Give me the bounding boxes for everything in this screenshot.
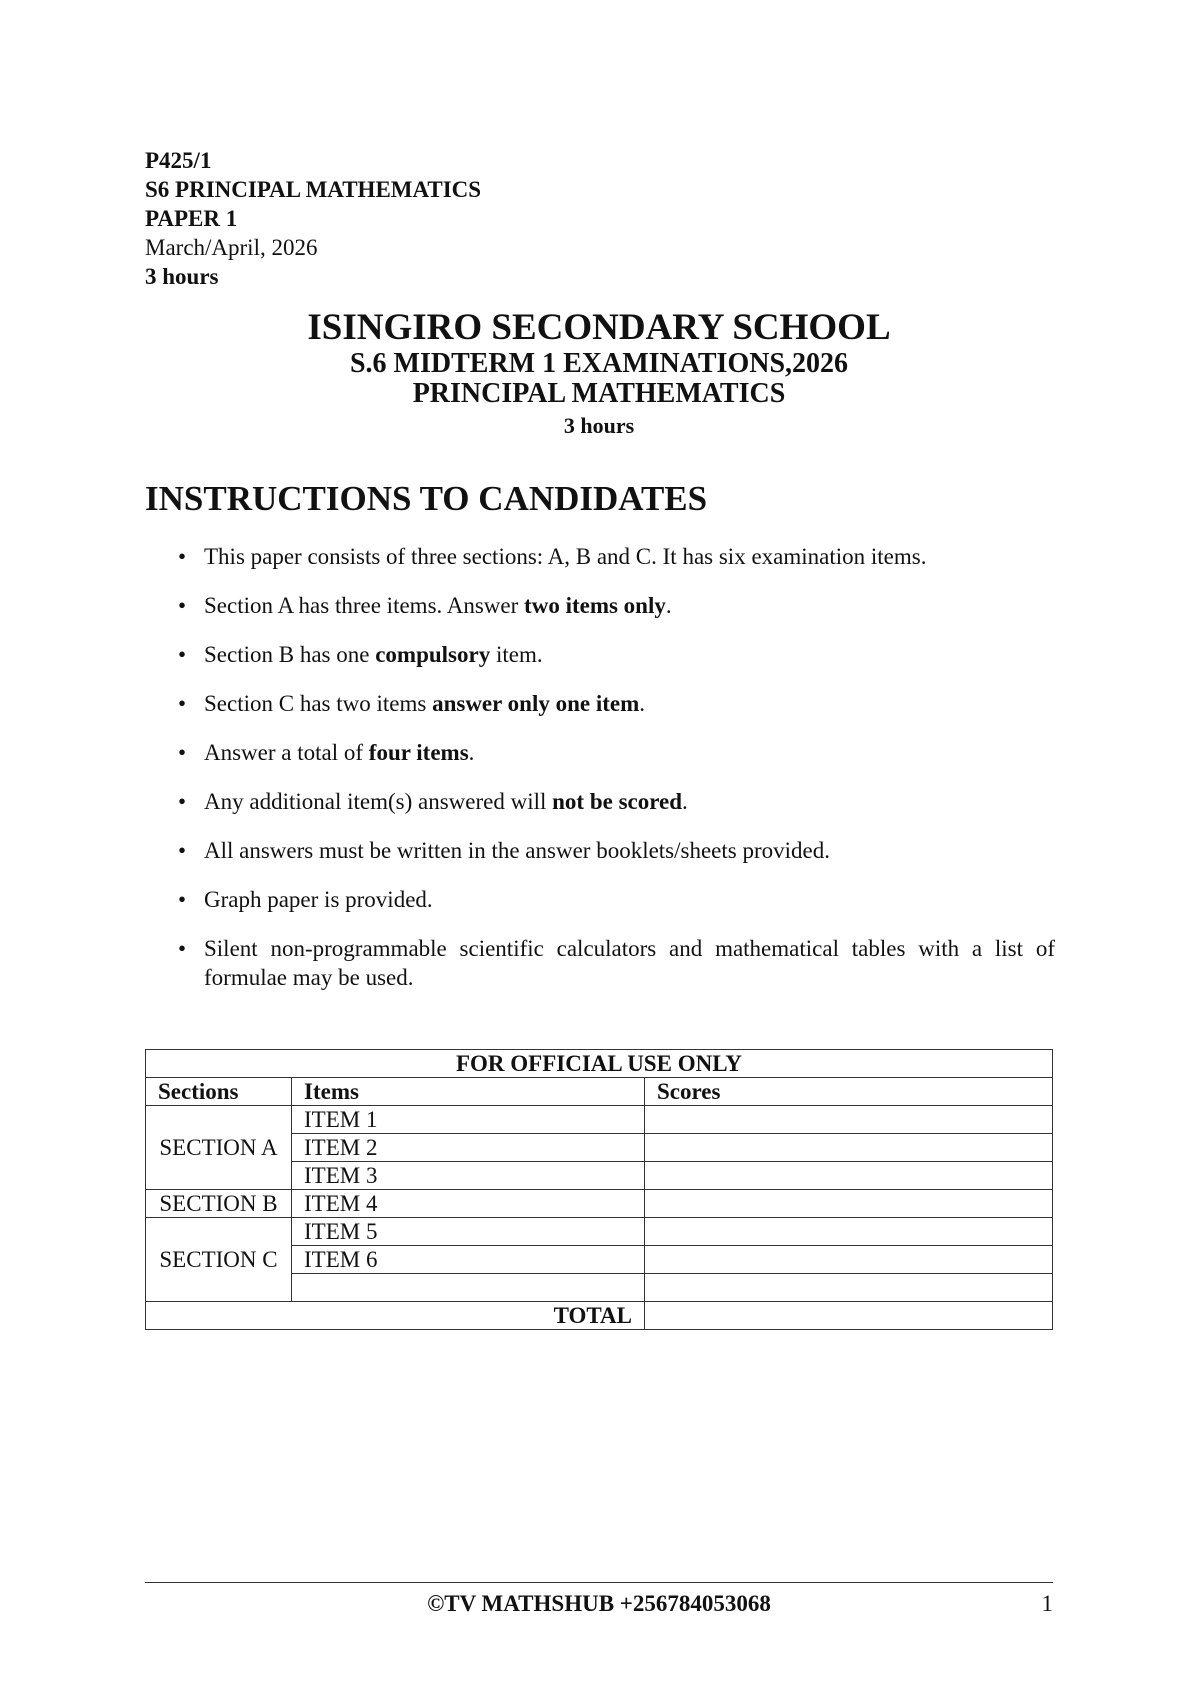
exam-title: S.6 MIDTERM 1 EXAMINATIONS,2026 bbox=[349, 348, 849, 379]
item-cell: ITEM 1 bbox=[292, 1106, 645, 1134]
header-scores: Scores bbox=[645, 1078, 1053, 1106]
instruction-item: • All answers must be written in the answer booklets/sheets provided. bbox=[178, 838, 830, 863]
score-cell[interactable] bbox=[645, 1190, 1053, 1218]
paper-number: PAPER 1 bbox=[145, 206, 238, 231]
bullet-icon: • bbox=[178, 691, 187, 716]
footer-divider bbox=[145, 1582, 1053, 1583]
instruction-item: • Section C has two items answer only one item. bbox=[178, 691, 646, 716]
bullet-icon: • bbox=[178, 838, 187, 863]
item-cell: ITEM 4 bbox=[292, 1190, 645, 1218]
instructions-list bbox=[175, 542, 1055, 1012]
bullet-icon: • bbox=[178, 642, 187, 667]
table-title: FOR OFFICIAL USE ONLY bbox=[146, 1050, 1053, 1078]
page-footer bbox=[145, 1591, 1053, 1617]
table-total-row bbox=[146, 1302, 1053, 1330]
item-cell bbox=[292, 1274, 645, 1302]
score-cell[interactable] bbox=[645, 1162, 1053, 1190]
school-heading bbox=[145, 307, 1053, 443]
table-row bbox=[146, 1218, 1053, 1246]
paper-date: March/April, 2026 bbox=[145, 235, 318, 260]
instruction-item: • Silent non-programmable scientific calculators and mathematical tables with a list of formulae may be used. bbox=[178, 936, 1055, 990]
footer-credit: ©TV MATHSHUB +256784053068 bbox=[427, 1591, 771, 1616]
exam-subject: PRINCIPAL MATHEMATICS bbox=[412, 378, 786, 409]
header-items: Items bbox=[292, 1078, 645, 1106]
item-cell: ITEM 3 bbox=[292, 1162, 645, 1190]
paper-code: P425/1 bbox=[145, 148, 212, 173]
bullet-icon: • bbox=[178, 936, 187, 961]
instruction-item: • Section A has three items. Answer two items only. bbox=[178, 593, 672, 618]
bullet-icon: • bbox=[178, 740, 187, 765]
bullet-icon: • bbox=[178, 544, 187, 569]
paper-meta bbox=[145, 146, 481, 291]
table-header-row bbox=[146, 1078, 1053, 1106]
official-use-table bbox=[145, 1049, 1053, 1330]
score-cell[interactable] bbox=[645, 1134, 1053, 1162]
school-name: ISINGIRO SECONDARY SCHOOL bbox=[307, 307, 891, 348]
instruction-item: • This paper consists of three sections: A, B and C. It has six examination items. bbox=[178, 544, 927, 569]
instruction-item: • Answer a total of four items. bbox=[178, 740, 475, 765]
bullet-icon: • bbox=[178, 887, 187, 912]
page-number: 1 bbox=[1041, 1591, 1053, 1616]
score-cell[interactable] bbox=[645, 1218, 1053, 1246]
total-score-cell[interactable] bbox=[645, 1302, 1053, 1330]
table-row bbox=[146, 1106, 1053, 1134]
section-b-cell: SECTION B bbox=[146, 1190, 292, 1218]
instruction-item: • Any additional item(s) answered will not be scored. bbox=[178, 789, 688, 814]
section-c-cell: SECTION C bbox=[146, 1218, 292, 1302]
instruction-item: • Section B has one compulsory item. bbox=[178, 642, 543, 667]
table-title-row bbox=[146, 1050, 1053, 1078]
header-sections: Sections bbox=[146, 1078, 292, 1106]
paper-duration: 3 hours bbox=[145, 264, 219, 289]
item-cell: ITEM 6 bbox=[292, 1246, 645, 1274]
total-label: TOTAL bbox=[146, 1302, 645, 1330]
section-a-cell: SECTION A bbox=[146, 1106, 292, 1190]
exam-duration: 3 hours bbox=[563, 413, 635, 438]
item-cell: ITEM 2 bbox=[292, 1134, 645, 1162]
table-row bbox=[146, 1190, 1053, 1218]
score-cell[interactable] bbox=[645, 1246, 1053, 1274]
paper-subject: S6 PRINCIPAL MATHEMATICS bbox=[145, 177, 482, 202]
score-cell[interactable] bbox=[645, 1274, 1053, 1302]
bullet-icon: • bbox=[178, 789, 187, 814]
bullet-icon: • bbox=[178, 593, 187, 618]
score-cell[interactable] bbox=[645, 1106, 1053, 1134]
instructions-title: INSTRUCTIONS TO CANDIDATES bbox=[145, 479, 708, 518]
instruction-item: • Graph paper is provided. bbox=[178, 887, 433, 912]
item-cell: ITEM 5 bbox=[292, 1218, 645, 1246]
